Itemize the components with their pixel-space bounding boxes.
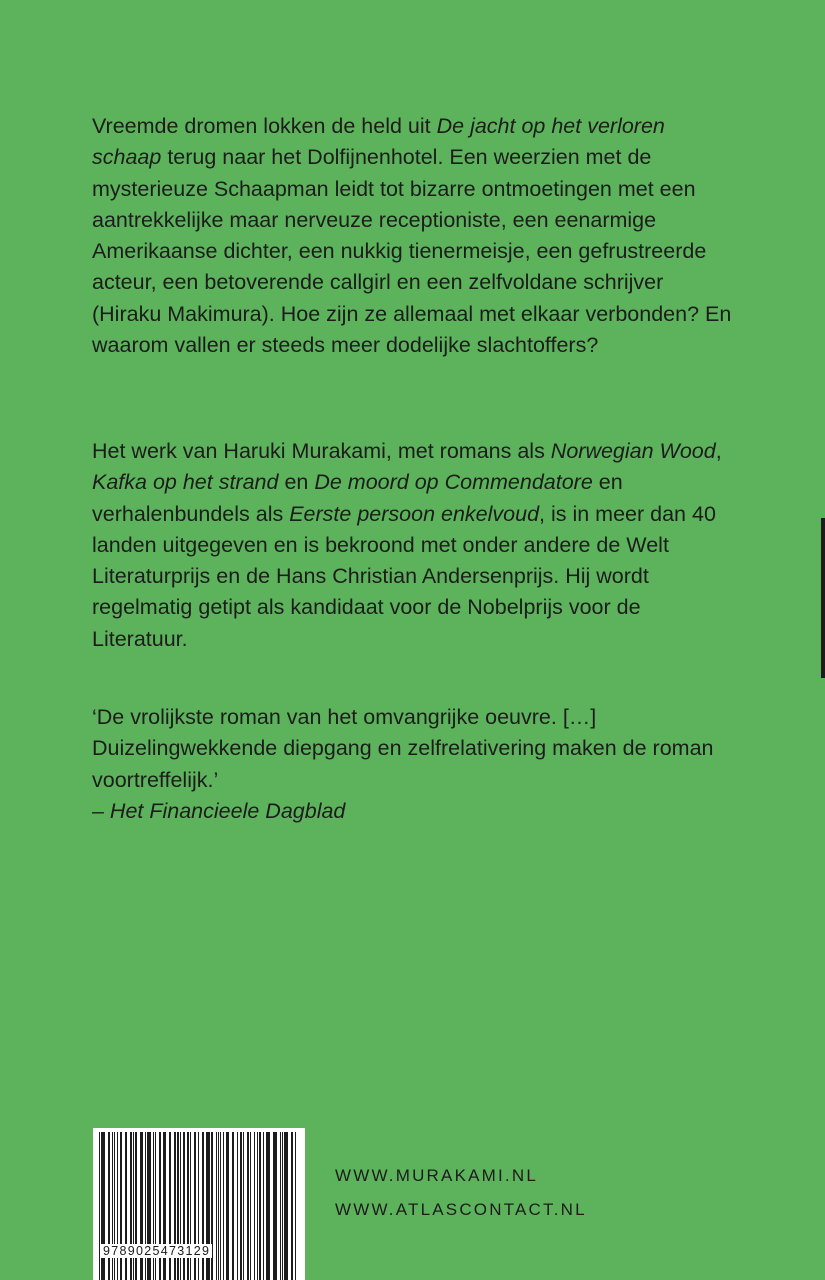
barcode-bar: [243, 1132, 244, 1280]
barcode-bar: [240, 1132, 242, 1280]
bio-text-1: Het werk van Haruki Murakami, met romans als: [92, 439, 551, 463]
blurb-text-2: terug naar het Dolfijnenhotel. Een weerzien met de mysterieuze Schaapman leidt tot bizarre ontmoetingen met een aantrekkelijke maar nerveuze receptioniste, een eenarmige Amerikaanse dichter, een nukkig tienermeisje, een gefrustreerde acteur, een betoverende callgirl en een zelfvoldane schrijver (Hiraku Makimura). Hoe zijn ze allemaal met elkaar verbonden? En waarom vallen er steeds meer dodelijke slachtoffers?: [92, 145, 732, 358]
blurb-paragraph: [92, 111, 732, 361]
blurb-title-em: De jacht op het verloren schaap: [92, 114, 665, 170]
bio-text-3: en: [278, 470, 315, 495]
barcode-bar: [254, 1132, 255, 1280]
barcode-bar: [259, 1132, 261, 1280]
bio-title-3: De moord op Commendatore: [314, 470, 593, 495]
author-bio-paragraph: [92, 436, 732, 655]
isbn-number: 9789025473129: [103, 1244, 211, 1258]
bio-text-5: , is in meer dan 40 landen uitgegeven en is bekroond met onder andere de Welt Literaturprijs en de Hans Christian Andersenprijs. Hij wordt regelmatig getipt als kandidaat voor de Nobelprijs voor de Literatuur.: [92, 501, 716, 651]
barcode-bar: [291, 1132, 293, 1280]
barcode-bar: [247, 1132, 249, 1280]
barcode-bar: [273, 1132, 277, 1280]
barcode-bar: [232, 1132, 234, 1280]
barcode-bar: [295, 1132, 296, 1280]
barcode-bar: [250, 1132, 251, 1280]
barcode-bar: [99, 1132, 100, 1280]
barcode-bar: [218, 1132, 219, 1280]
edge-mark: [821, 518, 825, 678]
barcode-bar: [282, 1132, 283, 1280]
barcode-bar: [266, 1132, 270, 1280]
murakami-website-link[interactable]: WWW.MURAKAMI.NL: [335, 1166, 538, 1185]
barcode-bar: [280, 1132, 281, 1280]
barcode-bar: [223, 1132, 224, 1280]
barcode-bar: [220, 1132, 221, 1280]
barcode-bar: [216, 1132, 217, 1280]
blurb-text-1: Vreemde dromen lokken de held uit: [92, 114, 437, 138]
barcode-bar: [284, 1132, 288, 1280]
barcode: [93, 1128, 305, 1280]
publisher-website-link[interactable]: WWW.ATLASCONTACT.NL: [335, 1200, 587, 1219]
barcode-bar: [226, 1132, 229, 1280]
quote-source: – Het Financieele Dagblad: [92, 798, 346, 823]
barcode-bar: [237, 1132, 238, 1280]
bio-text-2: ,: [715, 439, 722, 463]
bio-title-4: Eerste persoon enkelvoud: [289, 501, 540, 526]
review-quote: [92, 702, 732, 827]
bio-title-2: Kafka op het strand: [92, 470, 279, 495]
barcode-bar: [263, 1132, 264, 1280]
bio-title-1: Norwegian Wood: [550, 439, 716, 463]
bio-text-4: en verhalenbundels als: [92, 470, 623, 526]
barcode-bar: [257, 1132, 258, 1280]
quote-text: ‘De vrolijkste roman van het omvangrijke oeuvre. […] Duizelingwekkende diepgang en zelfrelativering maken de roman voortreffelijk.’: [92, 705, 714, 792]
